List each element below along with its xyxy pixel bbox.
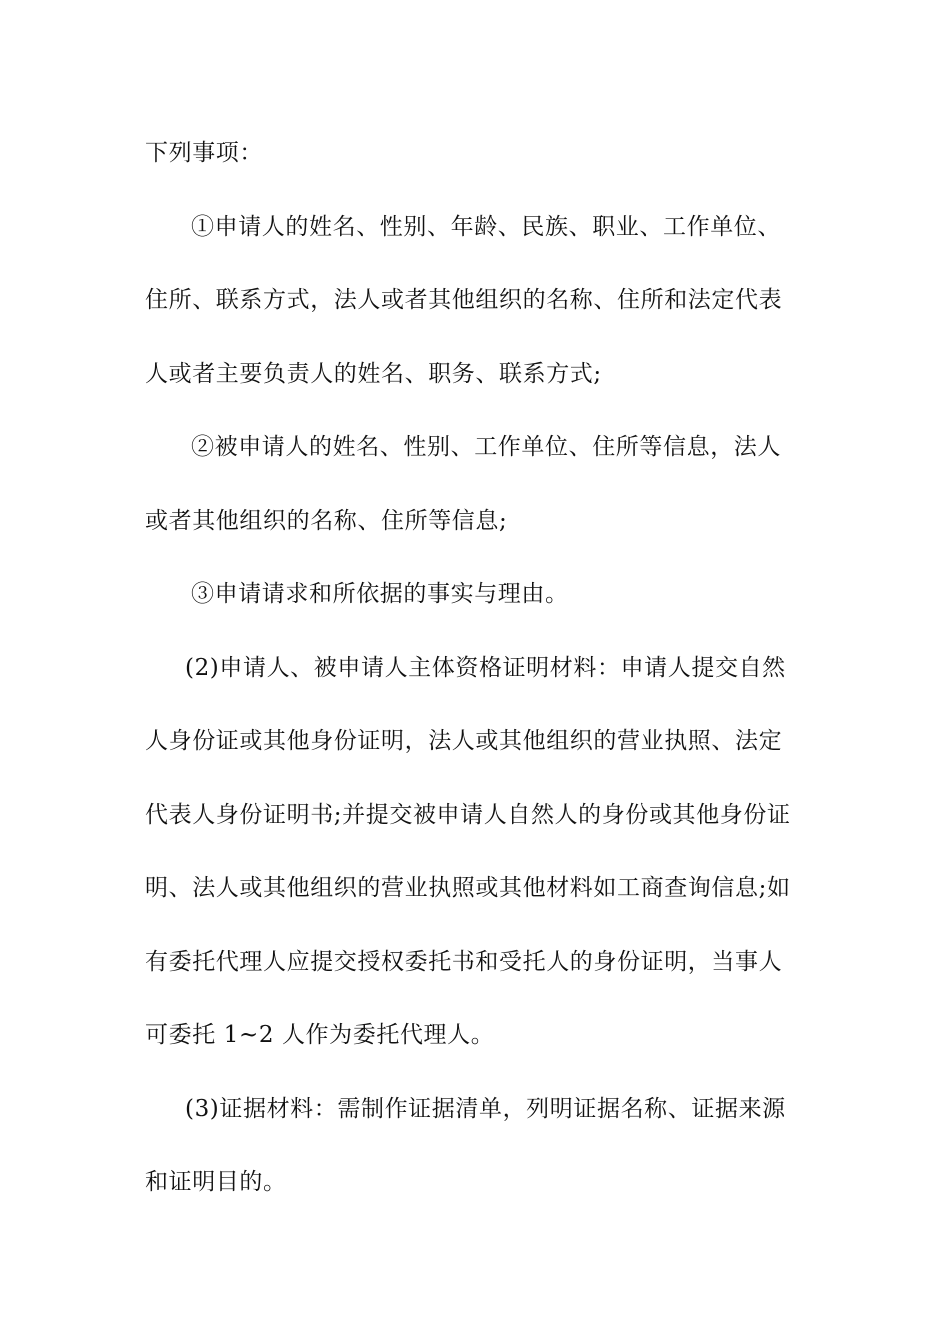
document-body <box>145 131 810 1234</box>
text-line: 人身份证或其他身份证明，法人或其他组织的营业执照、法定 <box>145 728 783 754</box>
text-line: 代表人身份证明书;并提交被申请人自然人的身份或其他身份证 <box>145 801 791 828</box>
list-item-text-line: ②被申请人的姓名、性别、工作单位、住所等信息，法人 <box>191 434 781 460</box>
text-line: 住所、联系方式，法人或者其他组织的名称、住所和法定代表 <box>145 287 783 313</box>
paragraph-text-line: (3)证据材料：需制作证据清单，列明证据名称、证据来源 <box>185 1095 786 1122</box>
text-line: 有委托代理人应提交授权委托书和受托人的身份证明，当事人 <box>145 948 783 975</box>
text-line: 或者其他组织的名称、住所等信息; <box>145 507 508 534</box>
list-item-text-line: ③申请请求和所依据的事实与理由。 <box>191 581 569 607</box>
text-line: 和证明目的。 <box>145 1169 287 1195</box>
text-line: 人或者主要负责人的姓名、职务、联系方式; <box>145 360 602 387</box>
text-line: 下列事项： <box>145 140 263 166</box>
paragraph-text-line: (2)申请人、被申请人主体资格证明材料：申请人提交自然 <box>185 654 786 681</box>
text-line: 明、法人或其他组织的营业执照或其他材料如工商查询信息;如 <box>145 875 791 901</box>
text-line: 可委托 1~2 人作为委托代理人。 <box>145 1022 495 1048</box>
list-item-text-line: ①申请人的姓名、性别、年龄、民族、职业、工作单位、 <box>191 213 781 240</box>
